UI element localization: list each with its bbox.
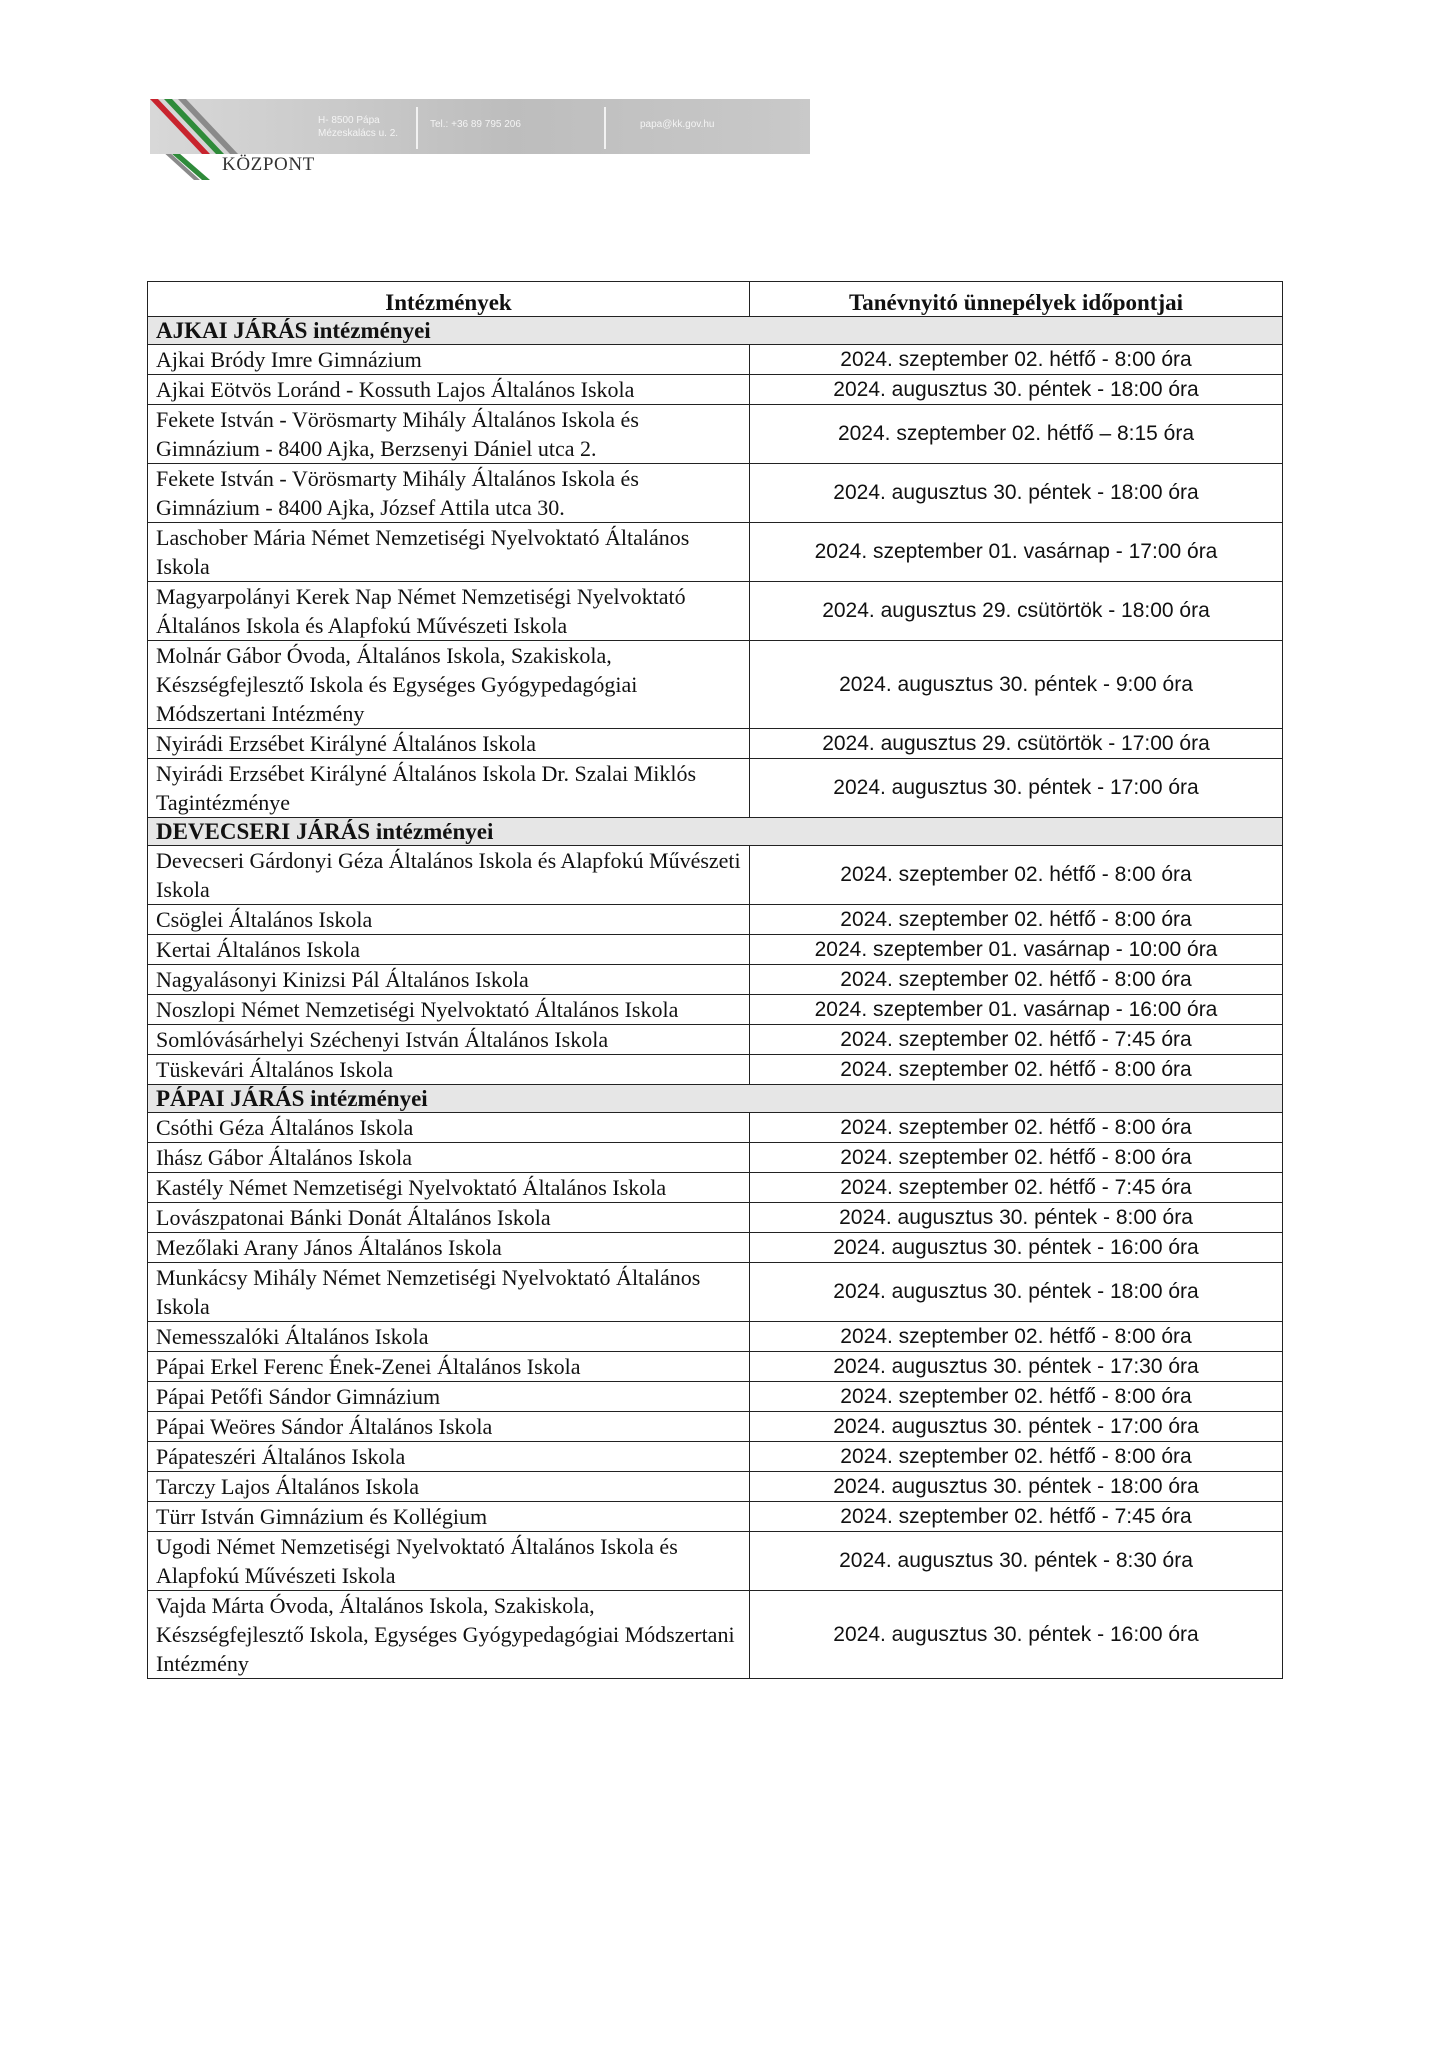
institution-name: Magyarpolányi Kerek Nap Német Nemzetiségi Nyelvoktató Általános Iskola és Alapfokú Művészeti Iskola xyxy=(148,582,750,641)
table-body xyxy=(148,317,1283,1679)
table-row xyxy=(148,846,1283,905)
ceremony-date: 2024. augusztus 30. péntek - 17:00 óra xyxy=(750,759,1283,818)
contact-phone: Tel.: +36 89 795 206 xyxy=(430,119,521,130)
table-row xyxy=(148,375,1283,405)
contact-bar-stripes-icon xyxy=(150,99,300,154)
table-row xyxy=(148,1322,1283,1352)
institution-name: Nagyalásonyi Kinizsi Pál Általános Iskola xyxy=(148,965,750,995)
institution-name: Pápai Petőfi Sándor Gimnázium xyxy=(148,1382,750,1412)
table-row xyxy=(148,641,1283,729)
table-row xyxy=(148,1352,1283,1382)
table-row xyxy=(148,582,1283,641)
institution-name: Nemesszalóki Általános Iskola xyxy=(148,1322,750,1352)
ceremony-date: 2024. augusztus 30. péntek - 18:00 óra xyxy=(750,1472,1283,1502)
table-row xyxy=(148,1143,1283,1173)
ceremony-date: 2024. augusztus 30. péntek - 17:00 óra xyxy=(750,1412,1283,1442)
opening-ceremony-table xyxy=(147,281,1283,1679)
table-row xyxy=(148,1055,1283,1085)
institution-name: Noszlopi Német Nemzetiségi Nyelvoktató Általános Iskola xyxy=(148,995,750,1025)
institution-name: Türr István Gimnázium és Kollégium xyxy=(148,1502,750,1532)
institution-name: Tüskevári Általános Iskola xyxy=(148,1055,750,1085)
table-row xyxy=(148,759,1283,818)
institution-name: Kertai Általános Iskola xyxy=(148,935,750,965)
institution-name: Vajda Márta Óvoda, Általános Iskola, Szakiskola, Készségfejlesztő Iskola, Egységes Gyógypedagógiai Módszertani Intézmény xyxy=(148,1591,750,1679)
contact-divider xyxy=(416,107,418,149)
table-row xyxy=(148,1173,1283,1203)
group-row xyxy=(148,818,1283,846)
contact-divider xyxy=(604,107,606,149)
ceremony-date: 2024. szeptember 02. hétfő - 8:00 óra xyxy=(750,1442,1283,1472)
ceremony-date: 2024. augusztus 29. csütörtök - 17:00 óra xyxy=(750,729,1283,759)
ceremony-date: 2024. szeptember 02. hétfő - 8:00 óra xyxy=(750,1322,1283,1352)
institution-name: Fekete István - Vörösmarty Mihály Általános Iskola és Gimnázium - 8400 Ajka, József Attila utca 30. xyxy=(148,464,750,523)
table-row xyxy=(148,905,1283,935)
table-row xyxy=(148,1412,1283,1442)
table-row xyxy=(148,464,1283,523)
table-row xyxy=(148,1591,1283,1679)
table-row xyxy=(148,1263,1283,1322)
ceremony-date: 2024. szeptember 02. hétfő - 8:00 óra xyxy=(750,846,1283,905)
column-header-dates: Tanévnyitó ünnepélyek időpontjai xyxy=(750,282,1283,317)
group-row xyxy=(148,317,1283,345)
table-row xyxy=(148,1113,1283,1143)
table-row xyxy=(148,345,1283,375)
contact-email: papa@kk.gov.hu xyxy=(640,119,715,130)
institution-name: Csóthi Géza Általános Iskola xyxy=(148,1113,750,1143)
table-row xyxy=(148,1532,1283,1591)
institution-name: Ihász Gábor Általános Iskola xyxy=(148,1143,750,1173)
ceremony-date: 2024. szeptember 02. hétfő - 8:00 óra xyxy=(750,1055,1283,1085)
table-header-row xyxy=(148,282,1283,317)
institution-name: Nyirádi Erzsébet Királyné Általános Iskola xyxy=(148,729,750,759)
table-row xyxy=(148,1203,1283,1233)
table-row xyxy=(148,1442,1283,1472)
ceremony-date: 2024. szeptember 02. hétfő - 8:00 óra xyxy=(750,905,1283,935)
ceremony-date: 2024. augusztus 30. péntek - 9:00 óra xyxy=(750,641,1283,729)
ceremony-date: 2024. szeptember 02. hétfő - 7:45 óra xyxy=(750,1025,1283,1055)
group-row xyxy=(148,1085,1283,1113)
table-row xyxy=(148,523,1283,582)
table-row xyxy=(148,1502,1283,1532)
ceremony-date: 2024. szeptember 01. vasárnap - 10:00 óra xyxy=(750,935,1283,965)
institution-name: Pápateszéri Általános Iskola xyxy=(148,1442,750,1472)
group-title: DEVECSERI JÁRÁS intézményei xyxy=(148,818,1283,846)
institution-name: Lovászpatonai Bánki Donát Általános Iskola xyxy=(148,1203,750,1233)
ceremony-date: 2024. augusztus 30. péntek - 17:30 óra xyxy=(750,1352,1283,1382)
address-line-1: H- 8500 Pápa xyxy=(318,115,380,126)
ceremony-date: 2024. szeptember 02. hétfő - 8:00 óra xyxy=(750,1382,1283,1412)
table-row xyxy=(148,965,1283,995)
table-row xyxy=(148,1472,1283,1502)
ceremony-date: 2024. augusztus 30. péntek - 16:00 óra xyxy=(750,1233,1283,1263)
table-row xyxy=(148,1233,1283,1263)
ceremony-date: 2024. augusztus 30. péntek - 18:00 óra xyxy=(750,375,1283,405)
table-row xyxy=(148,1025,1283,1055)
institution-name: Molnár Gábor Óvoda, Általános Iskola, Szakiskola, Készségfejlesztő Iskola és Egységes Gyógypedagógiai Módszertani Intézmény xyxy=(148,641,750,729)
ceremony-date: 2024. szeptember 01. vasárnap - 16:00 óra xyxy=(750,995,1283,1025)
table-row xyxy=(148,729,1283,759)
ceremony-date: 2024. augusztus 30. péntek - 18:00 óra xyxy=(750,1263,1283,1322)
table-row xyxy=(148,405,1283,464)
column-header-institutions: Intézmények xyxy=(148,282,750,317)
ceremony-date: 2024. szeptember 02. hétfő - 7:45 óra xyxy=(750,1173,1283,1203)
institution-name: Munkácsy Mihály Német Nemzetiségi Nyelvoktató Általános Iskola xyxy=(148,1263,750,1322)
contact-address xyxy=(318,114,398,140)
ceremony-date: 2024. szeptember 02. hétfő - 7:45 óra xyxy=(750,1502,1283,1532)
ceremony-date: 2024. szeptember 02. hétfő - 8:00 óra xyxy=(750,345,1283,375)
ceremony-date: 2024. augusztus 30. péntek - 8:00 óra xyxy=(750,1203,1283,1233)
institution-name: Mezőlaki Arany János Általános Iskola xyxy=(148,1233,750,1263)
contact-bar xyxy=(150,99,810,154)
institution-name: Devecseri Gárdonyi Géza Általános Iskola és Alapfokú Művészeti Iskola xyxy=(148,846,750,905)
ceremony-date: 2024. szeptember 02. hétfő - 8:00 óra xyxy=(750,1113,1283,1143)
institution-name: Laschober Mária Német Nemzetiségi Nyelvoktató Általános Iskola xyxy=(148,523,750,582)
group-title: AJKAI JÁRÁS intézményei xyxy=(148,317,1283,345)
ceremony-date: 2024. szeptember 02. hétfő - 8:00 óra xyxy=(750,1143,1283,1173)
institution-name: Ajkai Bródy Imre Gimnázium xyxy=(148,345,750,375)
institution-name: Nyirádi Erzsébet Királyné Általános Iskola Dr. Szalai Miklós Tagintézménye xyxy=(148,759,750,818)
institution-name: Pápai Erkel Ferenc Ének-Zenei Általános Iskola xyxy=(148,1352,750,1382)
org-line-3: KÖZPONT xyxy=(222,154,315,175)
institution-name: Kastély Német Nemzetiségi Nyelvoktató Általános Iskola xyxy=(148,1173,750,1203)
institution-name: Ajkai Eötvös Loránd - Kossuth Lajos Általános Iskola xyxy=(148,375,750,405)
table-row xyxy=(148,995,1283,1025)
address-line-2: Mézeskalács u. 2. xyxy=(318,128,399,139)
institution-name: Somlóvásárhelyi Széchenyi István Általános Iskola xyxy=(148,1025,750,1055)
ceremony-date: 2024. szeptember 02. hétfő – 8:15 óra xyxy=(750,405,1283,464)
table-row xyxy=(148,935,1283,965)
ceremony-date: 2024. szeptember 01. vasárnap - 17:00 óra xyxy=(750,523,1283,582)
ceremony-date: 2024. augusztus 30. péntek - 18:00 óra xyxy=(750,464,1283,523)
ceremony-date: 2024. augusztus 29. csütörtök - 18:00 óra xyxy=(750,582,1283,641)
group-title: PÁPAI JÁRÁS intézményei xyxy=(148,1085,1283,1113)
institution-name: Pápai Weöres Sándor Általános Iskola xyxy=(148,1412,750,1442)
ceremony-date: 2024. augusztus 30. péntek - 8:30 óra xyxy=(750,1532,1283,1591)
institution-name: Ugodi Német Nemzetiségi Nyelvoktató Általános Iskola és Alapfokú Művészeti Iskola xyxy=(148,1532,750,1591)
ceremony-date: 2024. szeptember 02. hétfő - 8:00 óra xyxy=(750,965,1283,995)
institution-name: Fekete István - Vörösmarty Mihály Általános Iskola és Gimnázium - 8400 Ajka, Berzsenyi Dániel utca 2. xyxy=(148,405,750,464)
institution-name: Csöglei Általános Iskola xyxy=(148,905,750,935)
institution-name: Tarczy Lajos Általános Iskola xyxy=(148,1472,750,1502)
table-row xyxy=(148,1382,1283,1412)
ceremony-date: 2024. augusztus 30. péntek - 16:00 óra xyxy=(750,1591,1283,1679)
